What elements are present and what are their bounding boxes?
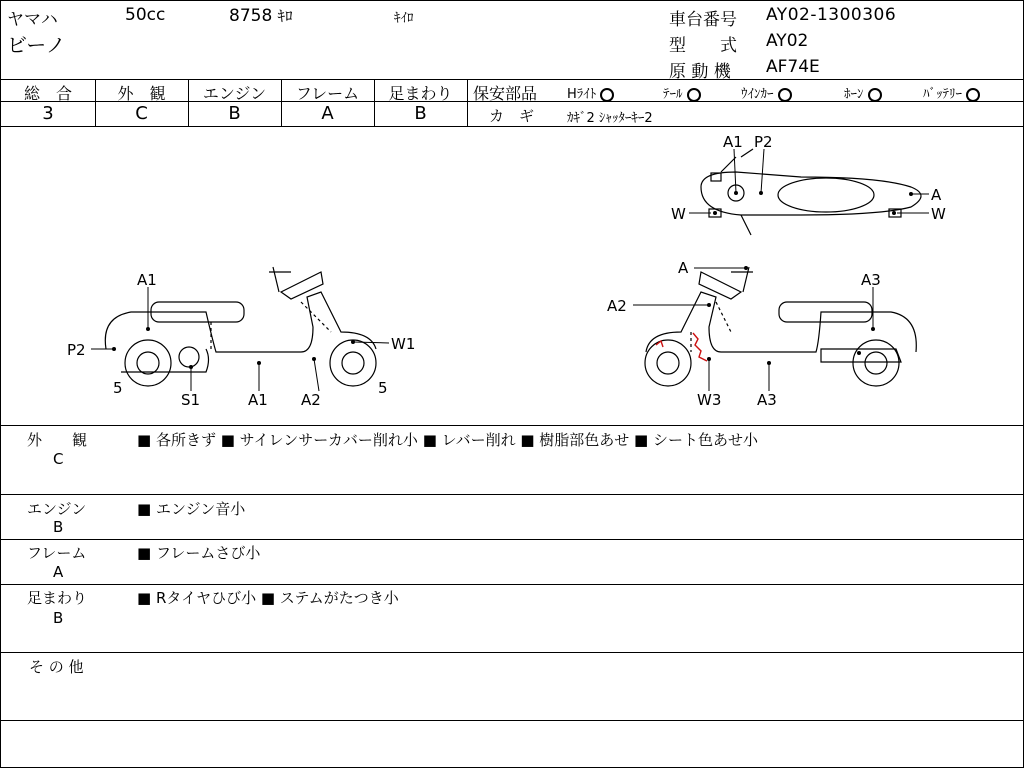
label-5-right: 5 [378,379,388,397]
key-value: ｶｷﾞ2 ｼｬｯﾀｰｷｰ2 [567,111,653,126]
divider [1,539,1023,540]
grade-value-exterior: C [135,103,148,124]
remark-label-exterior: 外 観 [27,431,88,449]
divider [1,652,1023,653]
safety-item-label: Hﾗｲﾄ [567,87,597,102]
scooter-top-view [701,149,921,235]
mileage-value: 8758 [229,6,273,26]
frame-no-label: 車台番号 [669,10,737,30]
type-label: 型 式 [669,36,737,56]
remark-grade-exterior: C [53,450,64,468]
grade-value-suspension: B [414,103,427,124]
label-right-a: A [678,259,689,277]
label-top-p2: P2 [754,133,773,151]
label-w1: W1 [391,335,416,353]
displacement: 50cc [125,5,166,25]
model-name: ビーノ [7,33,66,57]
label-a2: A2 [301,391,321,409]
safety-item-label: ﾊﾞｯﾃﾘｰ [923,87,962,102]
safety-label: 保安部品 [473,84,538,103]
mileage-note: ｷｲﾛ [394,11,414,26]
type-value: AY02 [766,31,809,51]
grade-label-overall: 総 合 [23,84,72,103]
safety-item-label: ｳｲﾝｶｰ [741,87,774,102]
label-p2: P2 [67,341,86,359]
divider [1,584,1023,585]
damage-mark-icon [656,333,707,361]
grade-value-overall: 3 [42,103,54,124]
grade-label-engine: エンジン [202,84,267,103]
frame-no: AY02-1300306 [766,5,897,25]
remark-label-other: そ の 他 [29,658,84,676]
remark-grade-suspension: B [53,609,64,627]
remark-grade-frame: A [53,563,64,581]
grade-label-exterior: 外 観 [117,84,166,103]
scooter-damage-diagram [1,127,1023,425]
divider [1,720,1023,721]
remark-text-suspension: ■ Rタイヤひび小 ■ ステムがたつき小 [137,589,399,607]
grade-value-engine: B [228,103,241,124]
key-label: カ ギ [489,107,535,125]
label-top-a: A [931,186,942,204]
label-a1-bottom: A1 [248,391,268,409]
safety-item-label: ﾎｰﾝ [844,87,864,102]
safety-item-winker [741,83,792,102]
grade-label-frame: フレーム [295,84,360,103]
remark-label-engine: エンジン [27,500,87,518]
engine-value: AF74E [766,57,820,77]
label-a1-top: A1 [137,271,157,289]
remark-grade-engine: B [53,518,64,536]
label-s1: S1 [181,391,201,409]
maker: ヤマハ [7,10,58,30]
remark-text-exterior: ■ 各所きず ■ サイレンサーカバー削れ小 ■ レバー削れ ■ 樹脂部色あせ ■ シート色あせ小 [137,431,759,449]
label-top-w-right: W [931,205,946,223]
remark-label-suspension: 足まわり [27,589,88,607]
grade-label-suspension: 足まわり [388,84,453,103]
divider [1,425,1023,426]
label-top-w-left: W [671,205,686,223]
ok-circle-icon [687,88,701,102]
mileage-unit: ｷﾛ [277,7,293,25]
engine-label: 原 動 機 [669,62,731,82]
label-right-a3-top: A3 [861,271,881,289]
divider [1,79,1023,80]
remark-text-frame: ■ フレームさび小 [137,544,261,562]
label-right-a3-bottom: A3 [757,391,777,409]
safety-item-headlight [567,83,614,102]
safety-item-label: ﾃｰﾙ [663,87,683,102]
label-right-a2: A2 [607,297,627,315]
remark-label-frame: フレーム [27,544,87,562]
divider [1,494,1023,495]
remark-text-engine: ■ エンジン音小 [137,500,246,518]
ok-circle-icon [778,88,792,102]
grade-value-frame: A [321,103,334,124]
label-right-w3: W3 [697,391,722,409]
label-top-a1: A1 [723,133,743,151]
ok-circle-icon [966,88,980,102]
safety-item-horn [844,83,882,102]
label-5-left: 5 [113,379,123,397]
safety-item-tail [663,83,701,102]
ok-circle-icon [868,88,882,102]
mileage [229,5,293,26]
safety-item-battery [923,83,980,102]
ok-circle-icon [600,88,614,102]
